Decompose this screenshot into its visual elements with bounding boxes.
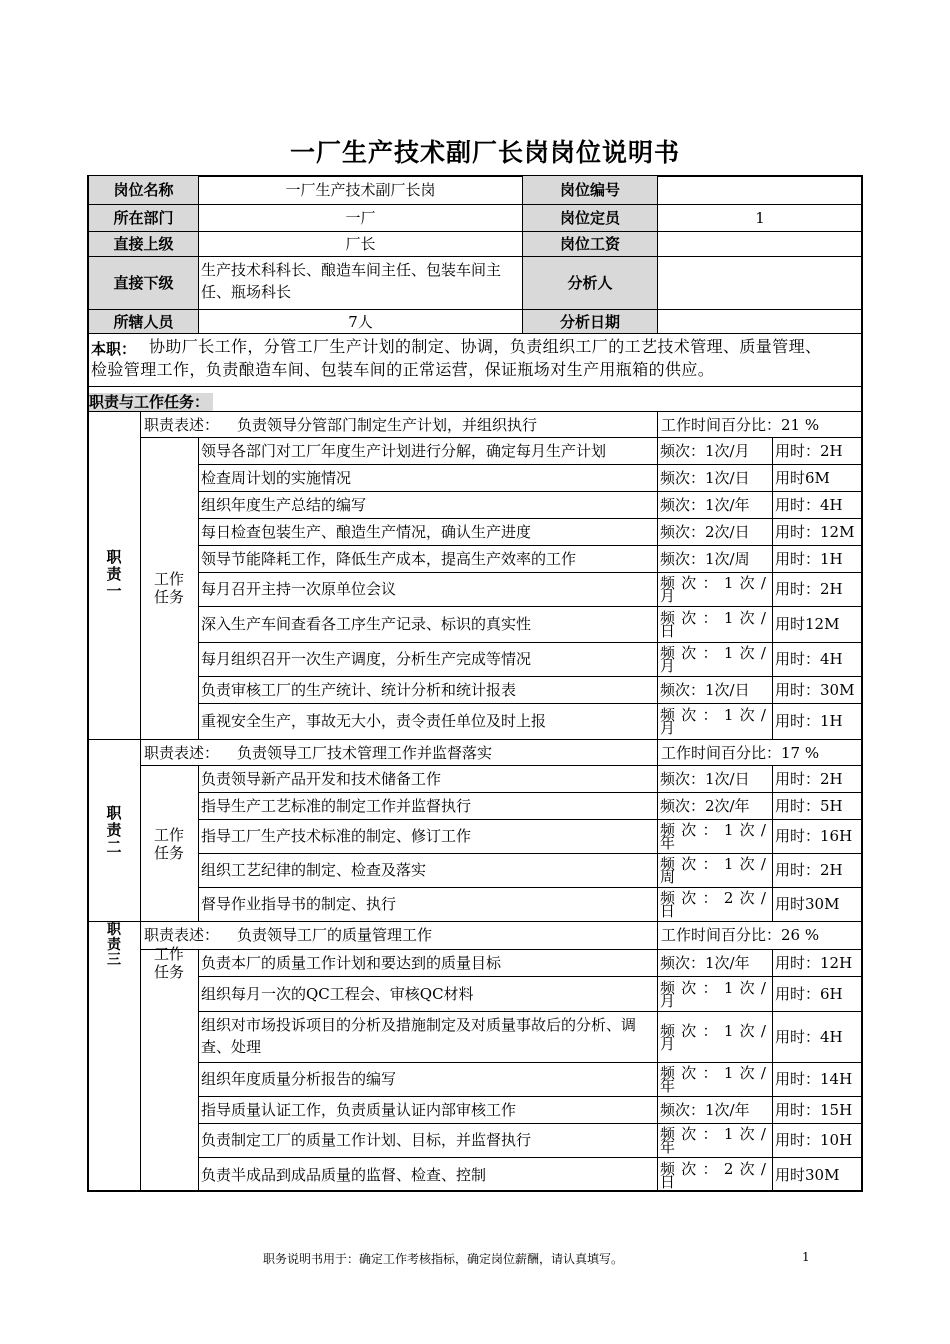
page-number: 1 bbox=[802, 1250, 810, 1264]
task-text: 组织对市场投诉项目的分析及措施制定及对质量事故后的分析、调查、处理 bbox=[201, 1016, 637, 1056]
analyst-label: 分析人 bbox=[523, 257, 657, 309]
direct-superior-label: 直接上级 bbox=[89, 232, 198, 256]
department-label: 所在部门 bbox=[89, 205, 198, 231]
task-time: 用时：15H bbox=[775, 1101, 853, 1119]
task-text: 督导作业指导书的制定、执行 bbox=[201, 895, 397, 913]
row-divider bbox=[198, 1157, 863, 1158]
task-frequency: 频次：1次/日 bbox=[660, 469, 750, 487]
task-text: 指导质量认证工作，负责质量认证内部审核工作 bbox=[201, 1101, 517, 1119]
task-frequency: 频次：1次/年 bbox=[660, 1064, 769, 1095]
task-frequency: 频次：1次/日 bbox=[660, 770, 750, 788]
row-divider bbox=[198, 703, 863, 704]
task-time: 用时：2H bbox=[775, 580, 843, 598]
task-frequency: 频次：1次/月 bbox=[660, 574, 769, 605]
task-time: 用时：2H bbox=[775, 861, 843, 879]
task-frequency: 频次：1次/日 bbox=[660, 681, 750, 699]
task-time: 用时30M bbox=[775, 1166, 840, 1184]
row-divider bbox=[198, 642, 863, 643]
section-description: 负责领导工厂的质量管理工作 bbox=[237, 926, 433, 944]
salary-label: 岗位工资 bbox=[523, 232, 657, 256]
row-divider bbox=[198, 491, 863, 492]
row-divider bbox=[198, 572, 863, 573]
job-name-label: 岗位名称 bbox=[89, 176, 198, 204]
row-divider bbox=[87, 739, 863, 740]
task-frequency: 频次：2次/日 bbox=[660, 1160, 769, 1191]
task-time: 用时：2H bbox=[775, 442, 843, 460]
section-label: 职责三 bbox=[107, 922, 121, 968]
task-time: 用时：30M bbox=[775, 681, 855, 699]
row-divider bbox=[198, 976, 863, 977]
task-frequency: 频次：1次/年 bbox=[660, 954, 750, 972]
work-task-label: 工作任务 bbox=[153, 945, 184, 981]
column-divider bbox=[657, 411, 658, 739]
task-time: 用时：4H bbox=[775, 496, 843, 514]
analyst-value bbox=[658, 257, 862, 309]
task-text: 领导各部门对工厂年度生产计划进行分解，确定每月生产计划 bbox=[201, 442, 607, 460]
headcount-label: 岗位定员 bbox=[523, 205, 657, 231]
column-divider bbox=[772, 765, 773, 921]
time-percent: 工作时间百分比：17 % bbox=[661, 744, 820, 762]
row-divider bbox=[198, 545, 863, 546]
task-text: 每月组织召开一次生产调度，分析生产完成等情况 bbox=[201, 650, 532, 668]
task-frequency: 频次：1次/周 bbox=[660, 855, 769, 886]
job-code-label: 岗位编号 bbox=[523, 176, 657, 204]
responsibilities-label: 职责与工作任务： bbox=[89, 393, 213, 411]
task-text: 指导工厂生产技术标准的制定、修订工作 bbox=[201, 827, 472, 845]
task-frequency: 频次：1次/年 bbox=[660, 821, 769, 852]
job-code-value bbox=[658, 176, 862, 204]
row-divider bbox=[198, 1062, 863, 1063]
description-prefix: 职责表述： bbox=[144, 926, 220, 944]
task-text: 重视安全生产，事故无大小，责令责任单位及时上报 bbox=[201, 712, 547, 730]
task-time: 用时：1H bbox=[775, 712, 843, 730]
column-divider bbox=[198, 175, 199, 333]
section-description: 负责领导工厂技术管理工作并监督落实 bbox=[237, 744, 493, 762]
task-frequency: 频次：1次/日 bbox=[660, 609, 769, 640]
task-time: 用时：16H bbox=[775, 827, 853, 845]
row-divider bbox=[87, 411, 863, 412]
work-task-label: 工作任务 bbox=[153, 826, 184, 862]
task-time: 用时：14H bbox=[775, 1070, 853, 1088]
direct-subordinate-label: 直接下级 bbox=[89, 257, 198, 309]
column-divider bbox=[140, 739, 141, 921]
task-text: 检查周计划的实施情况 bbox=[201, 469, 352, 487]
footer-note: 职务说明书用于：确定工作考核指标，确定岗位薪酬，请认真填写。 bbox=[263, 1252, 624, 1266]
task-time: 用时6M bbox=[775, 469, 830, 487]
column-divider bbox=[657, 921, 658, 1192]
task-frequency: 频次：1次/年 bbox=[660, 496, 750, 514]
row-divider bbox=[198, 887, 863, 888]
column-divider bbox=[772, 949, 773, 1192]
task-frequency: 频次：1次/月 bbox=[660, 706, 769, 737]
task-text: 领导节能降耗工作，降低生产成本，提高生产效率的工作 bbox=[201, 550, 577, 568]
task-frequency: 频次：1次/月 bbox=[660, 442, 750, 460]
section-label: 职责二 bbox=[106, 804, 122, 856]
row-divider bbox=[140, 437, 863, 438]
row-divider bbox=[87, 921, 863, 922]
task-time: 用时：1H bbox=[775, 550, 843, 568]
task-frequency: 频次：1次/周 bbox=[660, 550, 750, 568]
task-frequency: 频次：1次/月 bbox=[660, 644, 769, 675]
task-time: 用时30M bbox=[775, 895, 840, 913]
task-text: 负责制定工厂的质量工作计划、目标，并监督执行 bbox=[201, 1131, 532, 1149]
row-divider bbox=[87, 333, 863, 334]
task-frequency: 频次：1次/月 bbox=[660, 979, 769, 1010]
row-divider bbox=[198, 464, 863, 465]
task-text: 负责领导新产品开发和技术储备工作 bbox=[201, 770, 442, 788]
task-time: 用时：4H bbox=[775, 1028, 843, 1046]
duty-label: 本职： bbox=[91, 340, 137, 358]
task-text: 每月召开主持一次原单位会议 bbox=[201, 580, 397, 598]
column-divider bbox=[140, 921, 141, 1192]
job-name-value: 一厂生产技术副厂长岗 bbox=[285, 181, 436, 199]
page-title: 一厂生产技术副厂长岗岗位说明书 bbox=[289, 138, 680, 167]
column-divider bbox=[657, 175, 658, 333]
section-label: 职责一 bbox=[106, 548, 122, 600]
duty-text-line1: 协助厂长工作，分管工厂生产计划的制定、协调，负责组织工厂的工艺技术管理、质量管理、 bbox=[149, 337, 822, 356]
row-divider bbox=[140, 949, 863, 950]
task-text: 每日检查包装生产、酿造生产情况，确认生产进度 bbox=[201, 523, 532, 541]
task-frequency: 频次：2次/日 bbox=[660, 889, 769, 920]
row-divider bbox=[198, 676, 863, 677]
row-divider bbox=[198, 1011, 863, 1012]
task-frequency: 频次：2次/年 bbox=[660, 797, 750, 815]
salary-value bbox=[658, 232, 862, 256]
row-divider bbox=[140, 765, 863, 766]
staff-count-value: 7人 bbox=[348, 313, 373, 331]
row-divider bbox=[198, 518, 863, 519]
task-frequency: 频次：2次/日 bbox=[660, 523, 750, 541]
department-value: 一厂 bbox=[345, 209, 376, 227]
staff-count-label: 所辖人员 bbox=[89, 310, 198, 333]
row-divider bbox=[198, 1123, 863, 1124]
task-text: 负责本厂的质量工作计划和要达到的质量目标 bbox=[201, 954, 502, 972]
column-divider bbox=[140, 411, 141, 739]
task-text: 组织年度质量分析报告的编写 bbox=[201, 1070, 397, 1088]
task-frequency: 频次：1次/年 bbox=[660, 1101, 750, 1119]
row-divider bbox=[198, 792, 863, 793]
task-time: 用时：4H bbox=[775, 650, 843, 668]
task-time: 用时：12H bbox=[775, 954, 853, 972]
row-divider bbox=[198, 606, 863, 607]
task-text: 组织每月一次的QC工程会、审核QC材料 bbox=[201, 985, 474, 1003]
row-divider bbox=[198, 853, 863, 854]
task-time: 用时：12M bbox=[775, 523, 855, 541]
column-divider bbox=[657, 739, 658, 921]
column-divider bbox=[198, 765, 199, 921]
task-time: 用时：5H bbox=[775, 797, 843, 815]
column-divider bbox=[198, 437, 199, 739]
task-frequency: 频次：1次/月 bbox=[660, 1022, 769, 1053]
time-percent: 工作时间百分比：26 % bbox=[661, 926, 820, 944]
time-percent: 工作时间百分比：21 % bbox=[661, 416, 820, 434]
task-frequency: 频次：1次/年 bbox=[660, 1125, 769, 1156]
work-task-label: 工作任务 bbox=[153, 570, 184, 606]
row-divider bbox=[198, 1096, 863, 1097]
task-time: 用时：6H bbox=[775, 985, 843, 1003]
task-text: 组织年度生产总结的编写 bbox=[201, 496, 367, 514]
section-description: 负责领导分管部门制定生产计划，并组织执行 bbox=[237, 416, 538, 434]
row-divider bbox=[198, 819, 863, 820]
task-text: 指导生产工艺标准的制定工作并监督执行 bbox=[201, 797, 472, 815]
direct-superior-value: 厂长 bbox=[345, 235, 376, 253]
row-divider bbox=[87, 386, 863, 387]
task-time: 用时12M bbox=[775, 615, 840, 633]
description-prefix: 职责表述： bbox=[144, 416, 220, 434]
headcount-value: 1 bbox=[755, 209, 765, 227]
analysis-date-label: 分析日期 bbox=[523, 310, 657, 333]
duty-text-line2: 检验管理工作，负责酿造车间、包装车间的正常运营，保证瓶场对生产用瓶箱的供应。 bbox=[91, 360, 715, 379]
task-text: 组织工艺纪律的制定、检查及落实 bbox=[201, 861, 427, 879]
description-prefix: 职责表述： bbox=[144, 744, 220, 762]
task-time: 用时：10H bbox=[775, 1131, 853, 1149]
task-time: 用时：2H bbox=[775, 770, 843, 788]
direct-subordinate-value: 生产技术科科长、酿造车间主任、包装车间主任、瓶场科长 bbox=[201, 261, 502, 301]
task-text: 负责审核工厂的生产统计、统计分析和统计报表 bbox=[201, 681, 517, 699]
column-divider bbox=[772, 437, 773, 739]
task-text: 深入生产车间查看各工序生产记录、标识的真实性 bbox=[201, 615, 532, 633]
column-divider bbox=[522, 175, 523, 333]
task-text: 负责半成品到成品质量的监督、检查、控制 bbox=[201, 1166, 487, 1184]
column-divider bbox=[198, 949, 199, 1192]
analysis-date-value bbox=[658, 310, 862, 333]
